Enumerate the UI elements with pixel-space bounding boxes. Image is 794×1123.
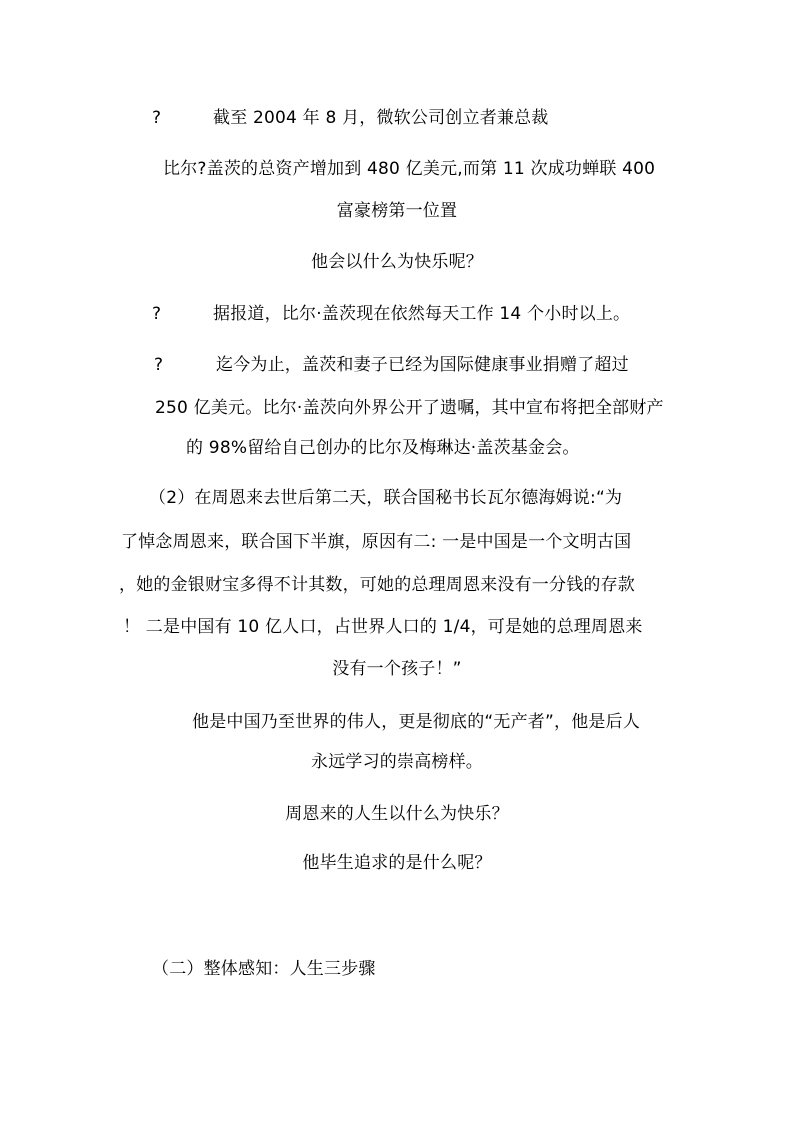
- paragraph-line: 的 98%留给自己创办的比尔及梅琳达·盖茨基金会。: [186, 438, 580, 458]
- paragraph-line: （2）在周恩来去世后第二天，联合国秘书长瓦尔德海姆说:“为: [149, 488, 623, 508]
- section-heading: （二）整体感知：人生三步骤: [152, 959, 376, 979]
- paragraph-line: ，她的金银财宝多得不计其数，可她的总理周恩来没有一分钱的存款: [119, 575, 635, 595]
- paragraph-line: ！ 二是中国有 10 亿人口，占世界人口的 1/4，可是她的总理周恩来: [123, 617, 643, 637]
- paragraph-line: 没有一个孩子！”: [332, 659, 462, 679]
- paragraph-line: 截至 2004 年 8 月，微软公司创立者兼总裁: [213, 108, 549, 128]
- paragraph-line: 了悼念周恩来，联合国下半旗，原因有二: 一是中国是一个文明古国: [121, 532, 632, 552]
- paragraph-line: 富豪榜第一位置: [336, 201, 458, 221]
- question-line: 周恩来的人生以什么为快乐？: [285, 804, 509, 824]
- question-line: 他毕生追求的是什么呢？: [302, 853, 492, 873]
- bullet-marker: ?: [152, 304, 162, 324]
- bullet-marker: ?: [152, 108, 162, 128]
- paragraph-line: 据报道，比尔·盖茨现在依然每天工作 14 个小时以上。: [213, 304, 631, 324]
- paragraph-line: 比尔?盖茨的总资产增加到 480 亿美元,而第 11 次成功蝉联 400: [163, 159, 656, 179]
- paragraph-line: 他是中国乃至世界的伟人，更是彻底的“无产者”，他是后人: [192, 712, 641, 732]
- paragraph-line: 迄今为止，盖茨和妻子已经为国际健康事业捐赠了超过: [216, 355, 629, 375]
- paragraph-line: 永远学习的崇高榜样。: [311, 752, 483, 772]
- question-line: 他会以什么为快乐呢？: [311, 252, 483, 272]
- bullet-marker: ?: [154, 355, 164, 375]
- paragraph-line: 250 亿美元。比尔·盖茨向外界公开了遗嘱，其中宣布将把全部财产: [155, 398, 664, 418]
